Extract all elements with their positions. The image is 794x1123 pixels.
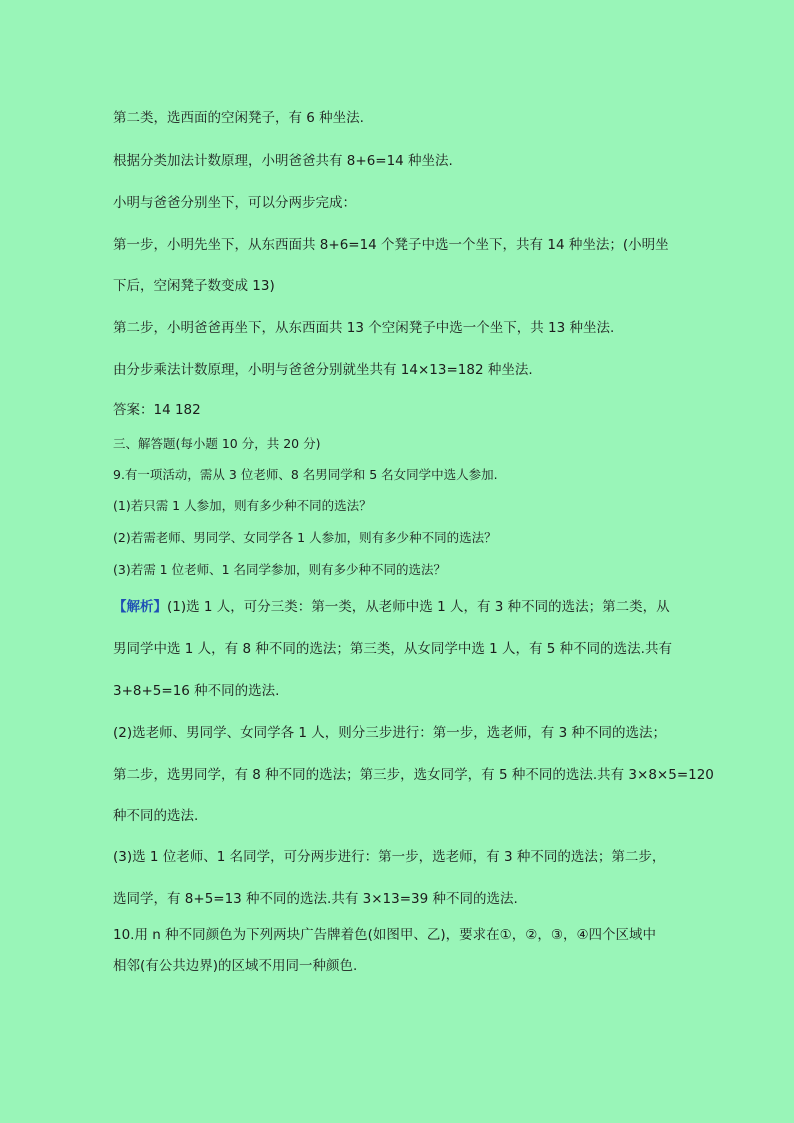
solution-line: (2)选老师、男同学、女同学各 1 人，则分三步进行：第一步，选老师，有 3 种不同的选法；: [113, 725, 666, 741]
section-heading: 三、解答题(每小题 10 分，共 20 分): [113, 436, 321, 451]
sub-question: (2)若需老师、男同学、女同学各 1 人参加，则有多少种不同的选法？: [113, 530, 497, 545]
solution-text: (1)选 1 人，可分三类：第一类，从老师中选 1 人，有 3 种不同的选法；第二类，从: [167, 599, 670, 615]
analysis-tag: 【解析】: [113, 599, 167, 615]
text-line: 小明与爸爸分别坐下，可以分两步完成：: [113, 195, 356, 211]
text-line: 第二类，选西面的空闲凳子，有 6 种坐法.: [113, 110, 364, 126]
question-stem: 10.用 n 种不同颜色为下列两块广告牌着色(如图甲、乙)，要求在①，②，③，④四个区域中: [113, 927, 657, 943]
sub-question: (1)若只需 1 人参加，则有多少种不同的选法？: [113, 498, 372, 513]
answer-line: 答案：14 182: [113, 402, 201, 418]
solution-line: 男同学中选 1 人，有 8 种不同的选法；第三类，从女同学中选 1 人，有 5 种不同的选法.共有: [113, 641, 672, 657]
sub-question: (3)若需 1 位老师、1 名同学参加，则有多少种不同的选法？: [113, 562, 447, 577]
solution-line: [113, 598, 670, 616]
solution-line: 种不同的选法.: [113, 808, 199, 824]
text-line: 下后，空闲凳子数变成 13): [113, 278, 275, 294]
solution-line: 选同学，有 8+5=13 种不同的选法.共有 3×13=39 种不同的选法.: [113, 891, 518, 907]
text-line: 第一步，小明先坐下，从东西面共 8+6=14 个凳子中选一个坐下，共有 14 种坐法；(小明坐: [113, 237, 669, 253]
solution-line: 第二步，选男同学，有 8 种不同的选法；第三步，选女同学，有 5 种不同的选法.共有 3×8×5=120: [113, 767, 714, 783]
solution-line: 3+8+5=16 种不同的选法.: [113, 683, 280, 699]
solution-line: (3)选 1 位老师、1 名同学，可分两步进行：第一步，选老师，有 3 种不同的选法；第二步，: [113, 849, 666, 865]
text-line: 由分步乘法计数原理，小明与爸爸分别就坐共有 14×13=182 种坐法.: [113, 362, 533, 378]
question-stem: 相邻(有公共边界)的区域不用同一种颜色.: [113, 958, 358, 974]
text-line: 第二步，小明爸爸再坐下，从东西面共 13 个空闲凳子中选一个坐下，共 13 种坐法.: [113, 320, 615, 336]
question-stem: 9.有一项活动，需从 3 位老师、8 名男同学和 5 名女同学中选人参加.: [113, 467, 498, 482]
text-line: 根据分类加法计数原理，小明爸爸共有 8+6=14 种坐法.: [113, 153, 453, 169]
